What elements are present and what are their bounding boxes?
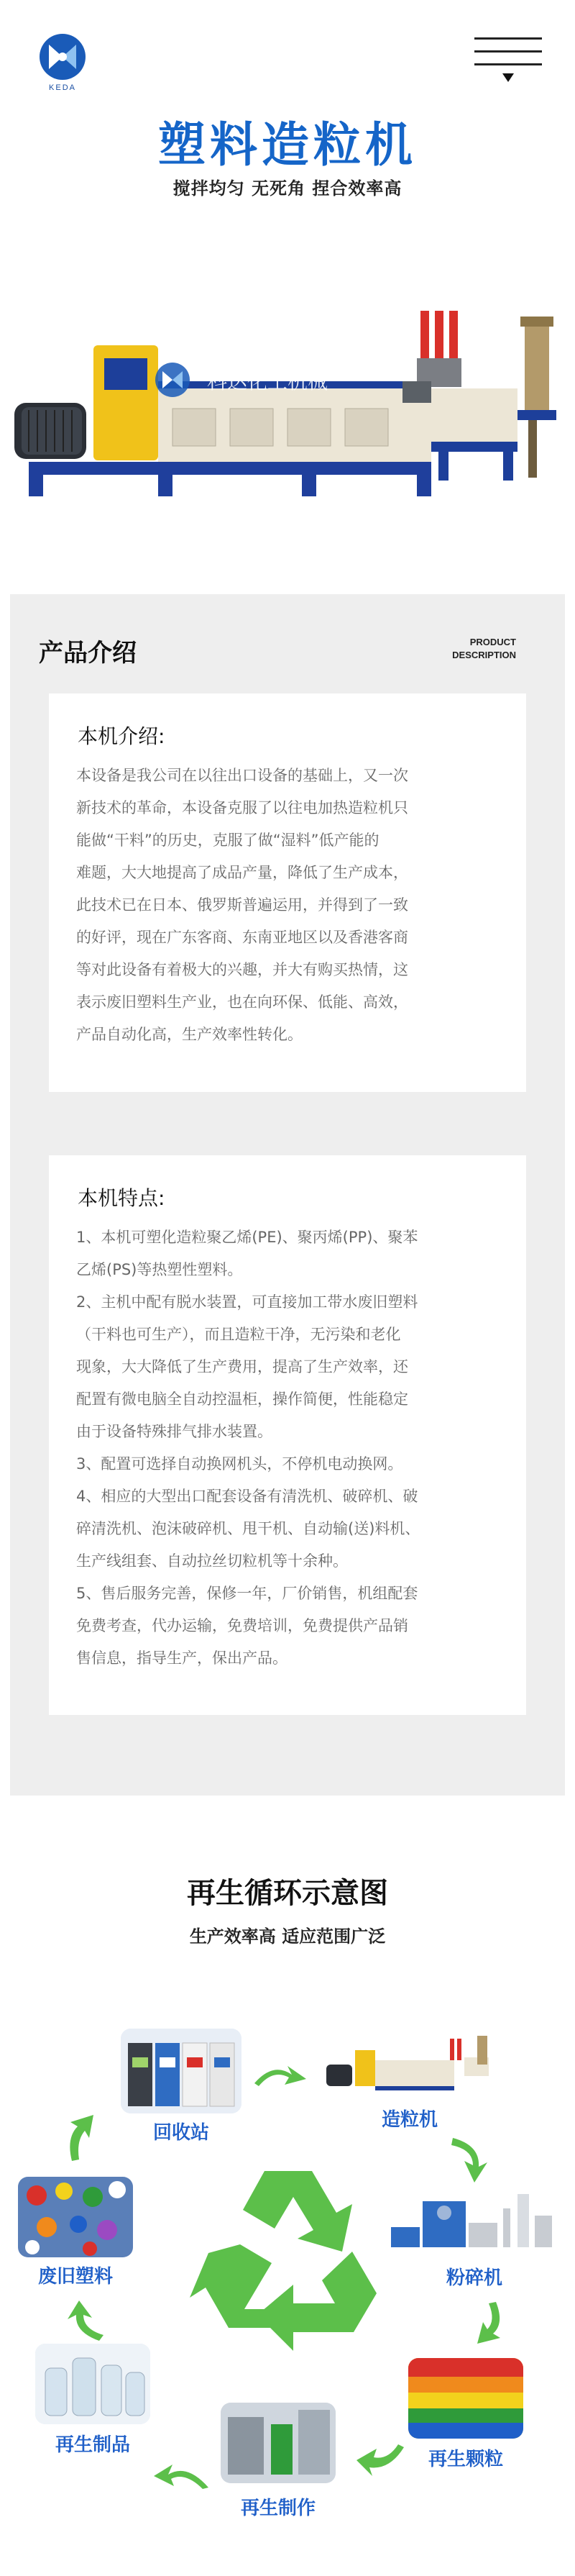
intro-line: 产品自动化高，生产效率性转化。 (76, 1026, 303, 1043)
node-label: 再生颗粒 (428, 2449, 503, 2470)
intro-line: 的好评，现在广东客商、东南亚地区以及香港客商 (76, 929, 408, 946)
node-recycle-station (121, 2029, 242, 2151)
intro-line: 能做“干料”的历史，克服了做“湿料”低产能的 (76, 832, 380, 849)
intro-line: 新技术的革命，本设备克服了以往电加热造粒机只 (76, 799, 408, 816)
node-waste-plastic (14, 2177, 137, 2299)
feature-line: 2、主机中配有脱水装置，可直接加工带水废旧塑料 (76, 1293, 418, 1311)
node-pellets (408, 2358, 523, 2480)
arrow-left-icon (356, 2443, 407, 2479)
section-title: 产品介绍 (39, 639, 137, 668)
node-label: 再生制作 (240, 2498, 316, 2519)
granulator-machine-image (0, 273, 575, 518)
arrow-right-icon (252, 2062, 309, 2090)
intro-line: 等对此设备有着极大的兴趣，并大有购买热情，这 (76, 961, 408, 978)
arrow-left-icon (154, 2459, 211, 2490)
recycle-station-image (121, 2029, 242, 2113)
arrow-down-icon (467, 2299, 510, 2349)
features-body (76, 1221, 503, 1675)
feature-line: 1、本机可塑化造粒聚乙烯(PE)、聚丙烯(PP)、聚苯 (76, 1229, 418, 1246)
feature-line: 4、相应的大型出口配套设备有清洗机、破碎机、破 (76, 1488, 418, 1505)
cycle-subtitle: 生产效率高 适应范围广泛 (189, 1926, 386, 1947)
page-title: 塑料造粒机 (158, 117, 417, 173)
node-label: 废旧塑料 (37, 2266, 113, 2288)
node-label: 粉碎机 (446, 2267, 502, 2289)
feature-line: 3、配置可选择自动换网机头，不停机电动换网。 (76, 1455, 403, 1473)
products-image (35, 2344, 150, 2424)
production-image (221, 2403, 336, 2483)
watermark-text: 科达化工机械 (207, 370, 328, 393)
node-label: 造粒机 (381, 2109, 438, 2131)
node-products (32, 2344, 154, 2466)
recycle-icon (185, 2158, 391, 2352)
cycle-title: 再生循环示意图 (187, 1877, 388, 1910)
node-production (217, 2403, 339, 2525)
menu-button[interactable] (474, 37, 542, 85)
chevron-down-icon (501, 72, 515, 83)
page-subtitle: 搅拌均匀 无死角 捏合效率高 (172, 178, 402, 199)
site-header (0, 0, 575, 101)
node-crusher (388, 2187, 561, 2295)
arrow-up-icon (63, 2300, 106, 2344)
node-label: 再生制品 (55, 2434, 130, 2456)
logo-icon (36, 30, 89, 83)
section-title-en (415, 636, 516, 662)
logo-text: KEDA (49, 83, 76, 92)
feature-line: 生产线组套、自动拉丝切粒机等十余种。 (76, 1552, 348, 1570)
feature-line: 免费考查，代办运输，免费培训，免费提供产品销 (76, 1617, 408, 1634)
arrow-down-icon (448, 2135, 492, 2185)
feature-line: 售信息，指导生产，保出产品。 (76, 1649, 288, 1667)
intro-line: 难题，大大地提高了成品产量，降低了生产成本， (76, 864, 408, 881)
crusher-image (388, 2187, 561, 2259)
feature-line: 5、售后服务完善，保修一年，厂价销售，机组配套 (76, 1585, 418, 1602)
waste-plastic-image (18, 2177, 133, 2257)
features-card (49, 1155, 526, 1715)
intro-body (76, 760, 503, 1051)
feature-line: 由于设备特殊排气排水装置。 (76, 1423, 272, 1440)
intro-line: 此技术已在日本、俄罗斯普遍运用，并得到了一致 (76, 896, 408, 914)
features-heading: 本机特点: (78, 1186, 165, 1210)
feature-line: 配置有微电脑全自动控温柜，操作简便，性能稳定 (76, 1391, 408, 1408)
section-title-en-line1: PRODUCT (469, 637, 516, 647)
pellets-image (408, 2358, 523, 2439)
node-granulator (323, 2029, 496, 2144)
arrow-up-icon (62, 2113, 105, 2164)
section-title-en-line2: DESCRIPTION (452, 650, 516, 660)
feature-line: 现象，大大降低了生产费用，提高了生产效率，还 (76, 1358, 408, 1375)
feature-line: 乙烯(PS)等热塑性塑料。 (76, 1261, 243, 1278)
node-label: 回收站 (152, 2122, 209, 2144)
intro-card (49, 693, 526, 1092)
intro-heading: 本机介绍: (78, 724, 165, 748)
granulator-image (323, 2029, 496, 2101)
feature-line: 碎清洗机、泡沫破碎机、甩干机、自动输(送)料机、 (76, 1520, 420, 1537)
intro-line: 表示废旧塑料生产业，也在向环保、低能、高效， (76, 993, 408, 1011)
intro-line: 本设备是我公司在以往出口设备的基础上，又一次 (76, 767, 408, 784)
feature-line: （干料也可生产），而且造粒干净，无污染和老化 (76, 1326, 401, 1343)
